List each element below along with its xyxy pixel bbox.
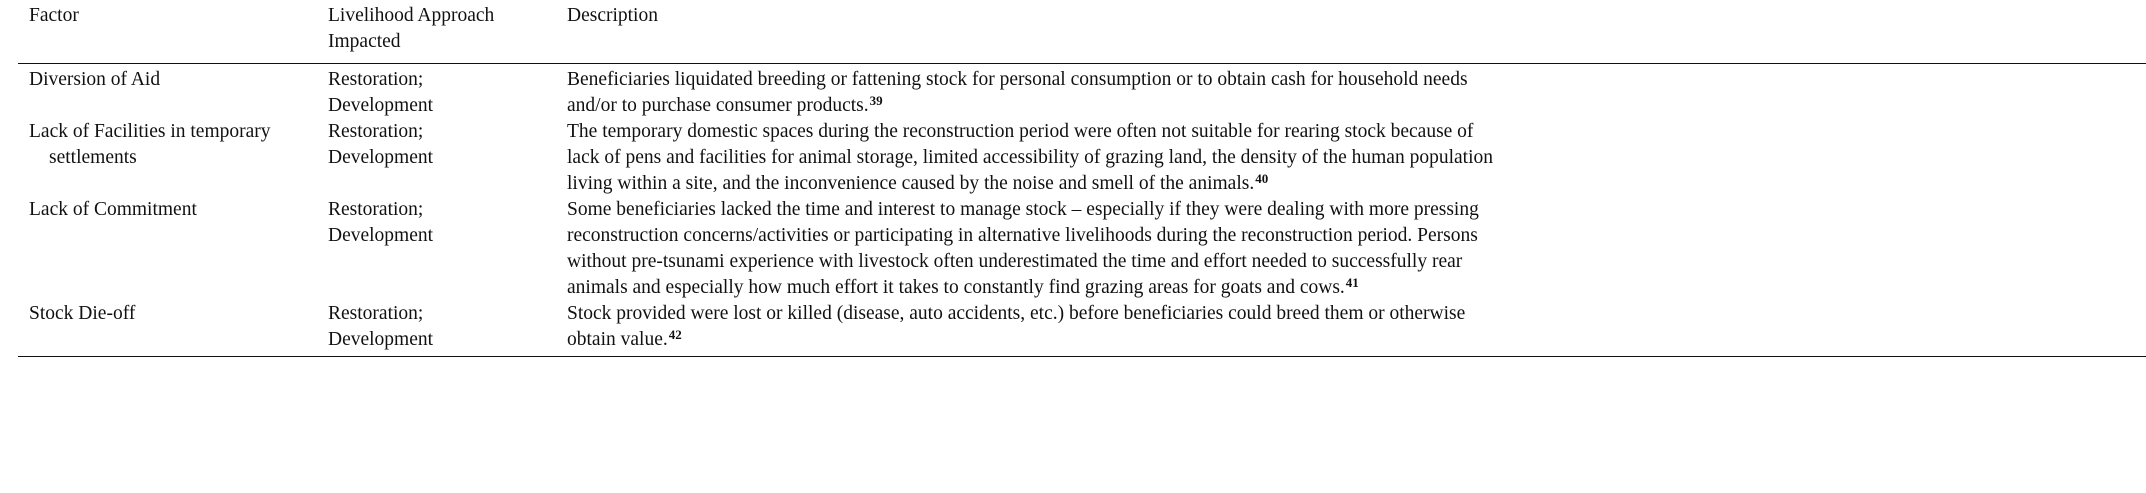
row-3-factor: Lack of Commitment	[29, 199, 197, 220]
header-description: Description	[567, 5, 658, 26]
footnote-marker: 40	[1255, 171, 1269, 186]
footnote-marker: 42	[668, 327, 682, 342]
row-4-approach-line2: Development	[328, 329, 434, 350]
header-factor: Factor	[29, 5, 79, 26]
row-1-approach-line2: Development	[328, 95, 434, 116]
row-3-approach-line1: Restoration;	[328, 199, 424, 220]
row-1-factor: Diversion of Aid	[29, 69, 161, 90]
header-rule	[18, 63, 2146, 64]
row-3-description-line1: Some beneficiaries lacked the time and interest to manage stock – especially if they were dealing with more pressing	[567, 199, 1479, 220]
row-3-description-line4: animals and especially how much effort it takes to constantly find grazing areas for goats and cows.$^{41}$	[567, 275, 1359, 298]
footnote-marker: 41	[1345, 275, 1359, 290]
row-4-description-line2: obtain value.$^{42}$	[567, 327, 682, 350]
row-2-description-line2: lack of pens and facilities for animal storage, limited accessibility of grazing land, the density of the human population	[567, 147, 1493, 168]
row-2-factor-line2: settlements	[49, 147, 137, 168]
row-3-description-line3: without pre-tsunami experience with livestock often underestimated the time and effort needed to successfully rear	[567, 251, 1463, 272]
header-approach-line2: Impacted	[328, 31, 401, 52]
row-3-description-line2: reconstruction concerns/activities or participating in alternative livelihoods during the reconstruction period. Persons	[567, 225, 1478, 246]
row-1-description-line1: Beneficiaries liquidated breeding or fattening stock for personal consumption or to obtain cash for household needs	[567, 69, 1468, 90]
row-2-approach-line1: Restoration;	[328, 121, 424, 142]
row-4-factor: Stock Die-off	[29, 303, 136, 324]
row-2-description-line1: The temporary domestic spaces during the reconstruction period were often not suitable for rearing stock because of	[567, 121, 1474, 142]
row-2-approach-line2: Development	[328, 147, 434, 168]
header-approach-line1: Livelihood Approach	[328, 5, 495, 26]
row-4-approach-line1: Restoration;	[328, 303, 424, 324]
row-2-description-line3: living within a site, and the inconvenience caused by the noise and smell of the animals.$^{40}$	[567, 171, 1269, 194]
row-1-description-line2: and/or to purchase consumer products.$^{39}$	[567, 93, 883, 116]
row-4-description-line1: Stock provided were lost or killed (disease, auto accidents, etc.) before beneficiaries could breed them or otherwise	[567, 303, 1466, 324]
bottom-rule	[18, 356, 2146, 357]
footnote-marker: 39	[869, 93, 883, 108]
row-2-factor-line1: Lack of Facilities in temporary	[29, 121, 271, 142]
row-3-approach-line2: Development	[328, 225, 434, 246]
row-1-approach-line1: Restoration;	[328, 69, 424, 90]
